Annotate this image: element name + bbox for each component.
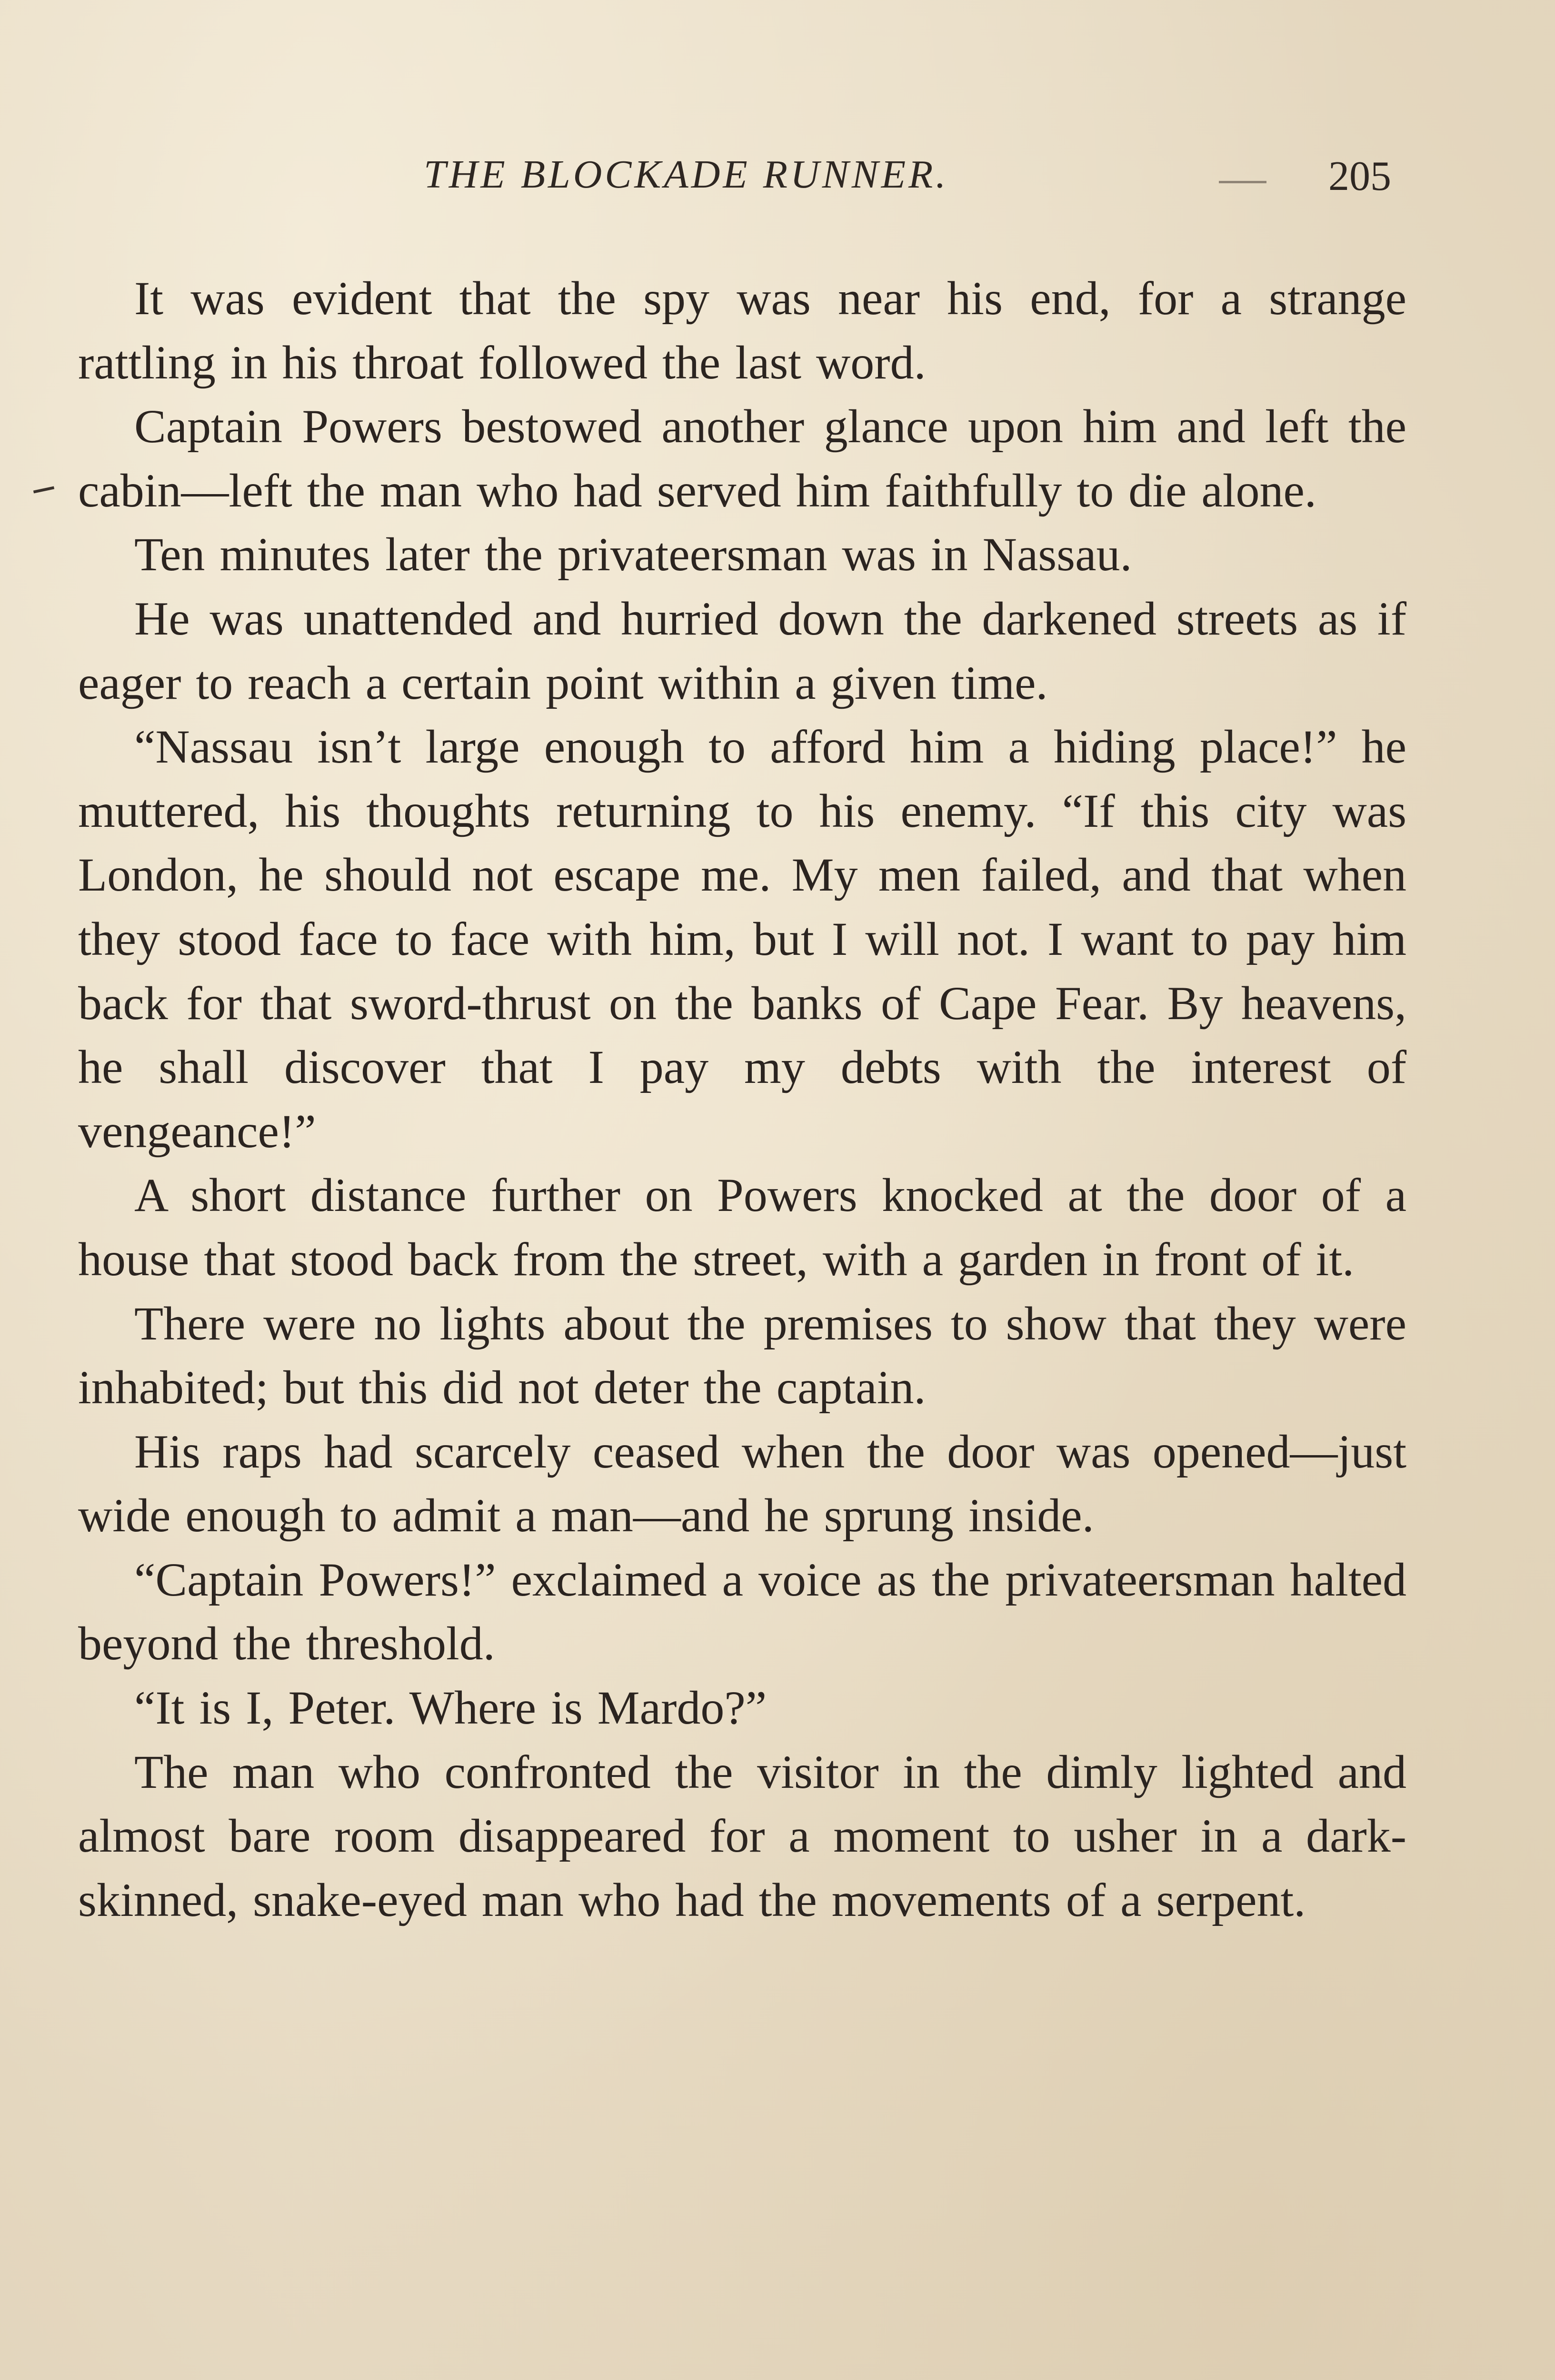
running-title: THE BLOCKADE RUNNER. (424, 152, 949, 197)
paragraph: Ten minutes later the privateersman was in Nassau. (134, 528, 1132, 581)
margin-pencil-mark (33, 486, 54, 493)
page-number: 205 (1328, 153, 1391, 199)
header-dash (1219, 181, 1266, 183)
paragraph: “Nassau isn’t large enough to afford him a hiding place!” he muttered, his thoughts returning to his enemy. “If this city was London, he should not escape me. My men failed, and that when they stood face to face with him, but I will not. I want to pay him back for that sword-thrust on the banks of Cape Fear. By heavens, he shall discover that I pay my debts with the interest of vengeance!” (78, 720, 1406, 1158)
paragraph: “Captain Powers!” exclaimed a voice as the privateersman halted beyond the threshold. (78, 1553, 1406, 1670)
paragraph: The man who confronted the visitor in the dimly lighted and almost bare room disappeared for a moment to usher in a dark-skinned, snake-eyed man who had the movements of a serpent. (78, 1745, 1406, 1926)
paragraph: His raps had scarcely ceased when the door was opened—just wide enough to admit a man—and he sprung inside. (78, 1425, 1406, 1542)
paragraph: A short distance further on Powers knocked at the door of a house that stood back from the street, with a garden in front of it. (78, 1169, 1406, 1286)
paragraph: It was evident that the spy was near his end, for a strange rattling in his throat followed the last word. (78, 272, 1406, 389)
paragraph: Captain Powers bestowed another glance upon him and left the cabin—left the man who had served him faithfully to die alone. (78, 400, 1406, 517)
paragraph: He was unattended and hurried down the darkened streets as if eager to reach a certain point within a given time. (78, 592, 1406, 709)
paragraph: There were no lights about the premises to show that they were inhabited; but this did not deter the captain. (78, 1297, 1406, 1414)
body-text (78, 267, 1406, 1932)
paragraph: “It is I, Peter. Where is Mardo?” (134, 1681, 767, 1735)
running-head (0, 151, 1555, 208)
